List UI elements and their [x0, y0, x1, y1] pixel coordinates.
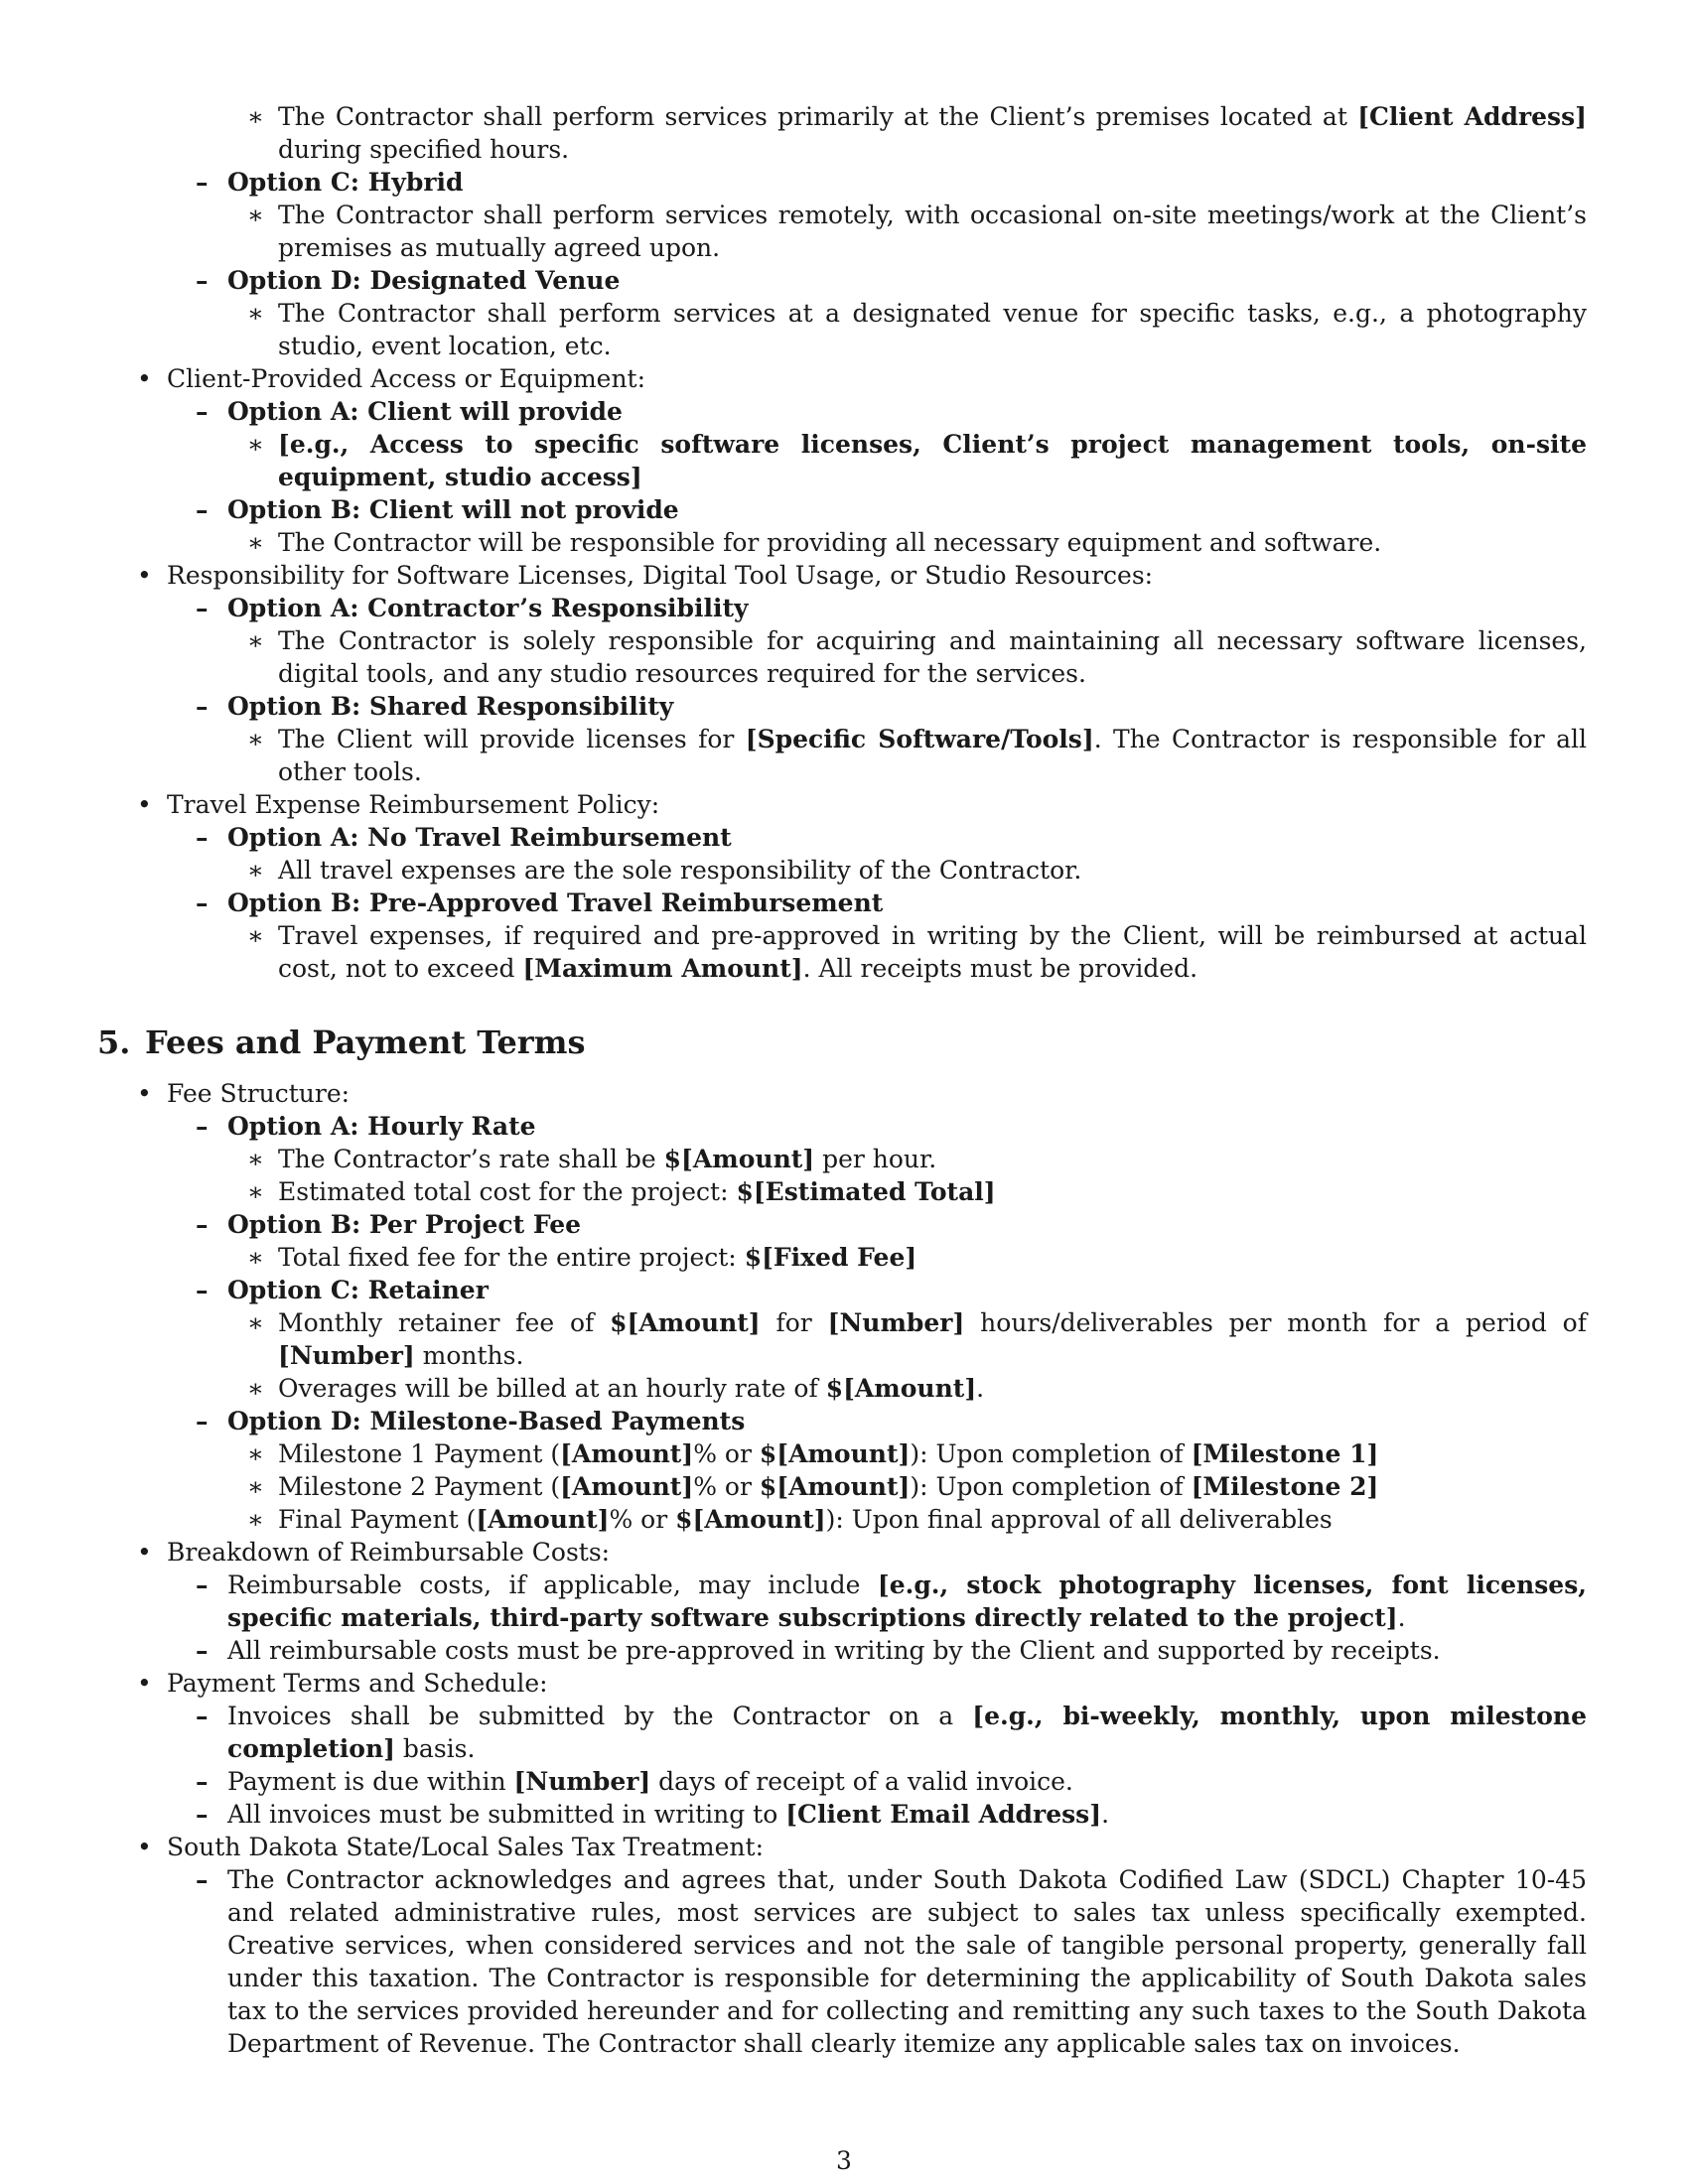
option-b: – Option B: Per Project Fee ∗ Total fixed fee for the entire project: $[Fixed Fee] — [167, 1208, 1587, 1274]
list-item: ∗ The Contractor’s rate shall be $[Amount] per hour. — [227, 1143, 1587, 1175]
list-item: ∗ Travel expenses, if required and pre-approved in writing by the Client, will be reimbursed at actual cost, not to exceed [Maximum Amount]. All receipts must be provided. — [227, 919, 1587, 985]
list-item: ∗ The Contractor is solely responsible for acquiring and maintaining all necessary software licenses, digital tools, and any studio resources required for the services. — [227, 624, 1587, 690]
travel-item: • Travel Expense Reimbursement Policy: – Option A: No Travel Reimbursement ∗ All travel expenses are the sole responsibility of the Contractor. – Option B: Pre-Approved Travel Reimbursement ∗ Travel expenses, if required and pre-approved in writing by the Client, will be reimbursed at actual cost, not to exceed [Maximum Amount]. All receipts must be provided. — [97, 788, 1587, 985]
list-item: ∗ The Contractor will be responsible for providing all necessary equipment and software. — [227, 526, 1587, 559]
reimbursable-costs-item: • Breakdown of Reimbursable Costs: – Reimbursable costs, if applicable, may include [e.g., stock photography licenses, font licenses, specific materials, third-party software subscriptions directly related to the project]. – All reimbursable costs must be pre-approved in writing by the Client and supported by receipts. — [97, 1536, 1587, 1667]
list-item: ∗ Estimated total cost for the project: $[Estimated Total] — [227, 1175, 1587, 1208]
list-item: – Reimbursable costs, if applicable, may include [e.g., stock photography licenses, font licenses, specific materials, third-party software subscriptions directly related to the project]. — [167, 1569, 1587, 1634]
list-item: ∗ The Contractor shall perform services remotely, with occasional on-site meetings/work at the Client’s premises as mutually agreed upon. — [227, 199, 1587, 264]
section4-list — [97, 362, 1587, 985]
list-item: ∗ Milestone 1 Payment ([Amount]% or $[Amount]): Upon completion of [Milestone 1] — [227, 1437, 1587, 1470]
client-access-item: • Client-Provided Access or Equipment: – Option A: Client will provide ∗ [e.g., Access to specific software licenses, Client’s project management tools, on-site equipment, studio access] – Option B: Client will not provide ∗ The Contractor will be responsible for providing all necessary equipment and software. — [97, 362, 1587, 559]
list-item: ∗ The Client will provide licenses for [Specific Software/Tools]. The Contractor is responsible for all other tools. — [227, 723, 1587, 788]
list-item: ∗ Final Payment ([Amount]% or $[Amount]): Upon final approval of all deliverables — [227, 1503, 1587, 1536]
option-d-designated-venue: – Option D: Designated Venue ∗ The Contractor shall perform services at a designated venue for specific tasks, e.g., a photography studio, event location, etc. — [167, 264, 1587, 362]
list-item: ∗ The Contractor shall perform services primarily at the Client’s premises located at [Client Address] during specified hours. — [227, 100, 1587, 166]
option-b: – Option B: Client will not provide ∗ The Contractor will be responsible for providing all necessary equipment and software. — [167, 493, 1587, 559]
option-d: – Option D: Milestone-Based Payments ∗ Milestone 1 Payment ([Amount]% or $[Amount]): Upon completion of [Milestone 1] ∗ Milestone 2 Payment ([Amount]% or $[Amount]): Upon completion of [Milestone 2] ∗ Final Payment ([Amount]% or $[Amount]): Upon final approval of all deliverables — [167, 1405, 1587, 1536]
list-item: ∗ Milestone 2 Payment ([Amount]% or $[Amount]): Upon completion of [Milestone 2] — [227, 1470, 1587, 1503]
list-item: – Invoices shall be submitted by the Contractor on a [e.g., bi-weekly, monthly, upon milestone completion] basis. — [167, 1700, 1587, 1765]
list-item: ∗ Overages will be billed at an hourly rate of $[Amount]. — [227, 1372, 1587, 1405]
option-a: – Option A: Client will provide ∗ [e.g., Access to specific software licenses, Client’s project management tools, on-site equipment, studio access] — [167, 395, 1587, 493]
fee-structure-item: • Fee Structure: – Option A: Hourly Rate ∗ The Contractor’s rate shall be $[Amount] per hour. ∗ Estimated total cost for the project: $[Estimated Total] – Option B: Per Project Fee ∗ Total fixed fee for the entire project: $[Fixed Fee] – Option C: Retainer ∗ Monthly retainer fee of $[Amount] for [Number] hours/deliverables per month for a period of [Number] months. ∗ Overages will be billed at an hourly rate of $[Amount]. – Option D: Milestone-Based Payments ∗ Milestone 1 Payment ([Amount]% or $[Amount]): Upon completion of [Milestone 1] ∗ Milestone 2 Payment ([Amount]% or $[Amount]): Upon completion of [Milestone 2] ∗ Final Payment ([Amount]% or $[Amount]): Upon final approval of all deliverables — [97, 1077, 1587, 1536]
list-item: – All invoices must be submitted in writing to [Client Email Address]. — [167, 1798, 1587, 1831]
list-item: ∗ All travel expenses are the sole responsibility of the Contractor. — [227, 854, 1587, 887]
list-item: – The Contractor acknowledges and agrees that, under South Dakota Codified Law (SDCL) Chapter 10-45 and related administrative rules, most services are subject to sales tax unless specifically exempted. Creative services, when considered services and not the sale of tangible personal property, generally fall under this taxation. The Contractor is responsible for determining the applicability of South Dakota sales tax to the services provided hereunder and for collecting and remitting any such taxes to the South Dakota Department of Revenue. The Contractor shall clearly itemize any applicable sales tax on invoices. — [167, 1863, 1587, 2060]
list-item: ∗ Total fixed fee for the entire project: $[Fixed Fee] — [227, 1241, 1587, 1274]
placeholder-client-address: [Client Address] — [1357, 102, 1587, 131]
document-page — [97, 100, 1587, 2060]
payment-terms-item: • Payment Terms and Schedule: – Invoices shall be submitted by the Contractor on a [e.g., bi-weekly, monthly, upon milestone completion] basis. – Payment is due within [Number] days of receipt of a valid invoice. – All invoices must be submitted in writing to [Client Email Address]. — [97, 1667, 1587, 1831]
list-item: ∗ Monthly retainer fee of $[Amount] for [Number] hours/deliverables per month for a period of [Number] months. — [227, 1306, 1587, 1372]
option-c-hybrid: – Option C: Hybrid ∗ The Contractor shall perform services remotely, with occasional on-site meetings/work at the Client’s premises as mutually agreed upon. — [167, 166, 1587, 264]
option-a: – Option A: Hourly Rate ∗ The Contractor’s rate shall be $[Amount] per hour. ∗ Estimated total cost for the project: $[Estimated Total] — [167, 1110, 1587, 1208]
location-options-continued — [167, 166, 1587, 362]
list-item: – All reimbursable costs must be pre-approved in writing by the Client and supported by receipts. — [167, 1634, 1587, 1667]
option-b: – Option B: Shared Responsibility ∗ The Client will provide licenses for [Specific Software/Tools]. The Contractor is responsible for all other tools. — [167, 690, 1587, 788]
section-heading: 5. Fees and Payment Terms — [97, 1024, 586, 1061]
option-b: – Option B: Pre-Approved Travel Reimbursement ∗ Travel expenses, if required and pre-approved in writing by the Client, will be reimbursed at actual cost, not to exceed [Maximum Amount]. All receipts must be provided. — [167, 887, 1587, 985]
page-number: 3 — [836, 2146, 852, 2175]
option-a: – Option A: Contractor’s Responsibility ∗ The Contractor is solely responsible for acquiring and maintaining all necessary software licenses, digital tools, and any studio resources required for the services. — [167, 592, 1587, 690]
software-responsibility-item: • Responsibility for Software Licenses, Digital Tool Usage, or Studio Resources: – Option A: Contractor’s Responsibility ∗ The Contractor is solely responsible for acquiring and maintaining all necessary software licenses, digital tools, and any studio resources required for the services. – Option B: Shared Responsibility ∗ The Client will provide licenses for [Specific Software/Tools]. The Contractor is responsible for all other tools. — [97, 559, 1587, 788]
onsite-continuation — [227, 100, 1587, 166]
list-item: ∗ The Contractor shall perform services at a designated venue for specific tasks, e.g., a photography studio, event location, etc. — [227, 297, 1587, 362]
option-c: – Option C: Retainer ∗ Monthly retainer fee of $[Amount] for [Number] hours/deliverables per month for a period of [Number] months. ∗ Overages will be billed at an hourly rate of $[Amount]. — [167, 1274, 1587, 1405]
sales-tax-item: • South Dakota State/Local Sales Tax Treatment: – The Contractor acknowledges and agrees that, under South Dakota Codified Law (SDCL) Chapter 10-45 and related administrative rules, most services are subject to sales tax unless specifically exempted. Creative services, when considered services and not the sale of tangible personal property, generally fall under this taxation. The Contractor is responsible for determining the applicability of South Dakota sales tax to the services provided hereunder and for collecting and remitting any such taxes to the South Dakota Department of Revenue. The Contractor shall clearly itemize any applicable sales tax on invoices. — [97, 1831, 1587, 2060]
list-item: – Payment is due within [Number] days of receipt of a valid invoice. — [167, 1765, 1587, 1798]
section5-list — [97, 1077, 1587, 2060]
option-a: – Option A: No Travel Reimbursement ∗ All travel expenses are the sole responsibility of the Contractor. — [167, 821, 1587, 887]
list-item: ∗ [e.g., Access to specific software licenses, Client’s project management tools, on-site equipment, studio access] — [227, 428, 1587, 493]
